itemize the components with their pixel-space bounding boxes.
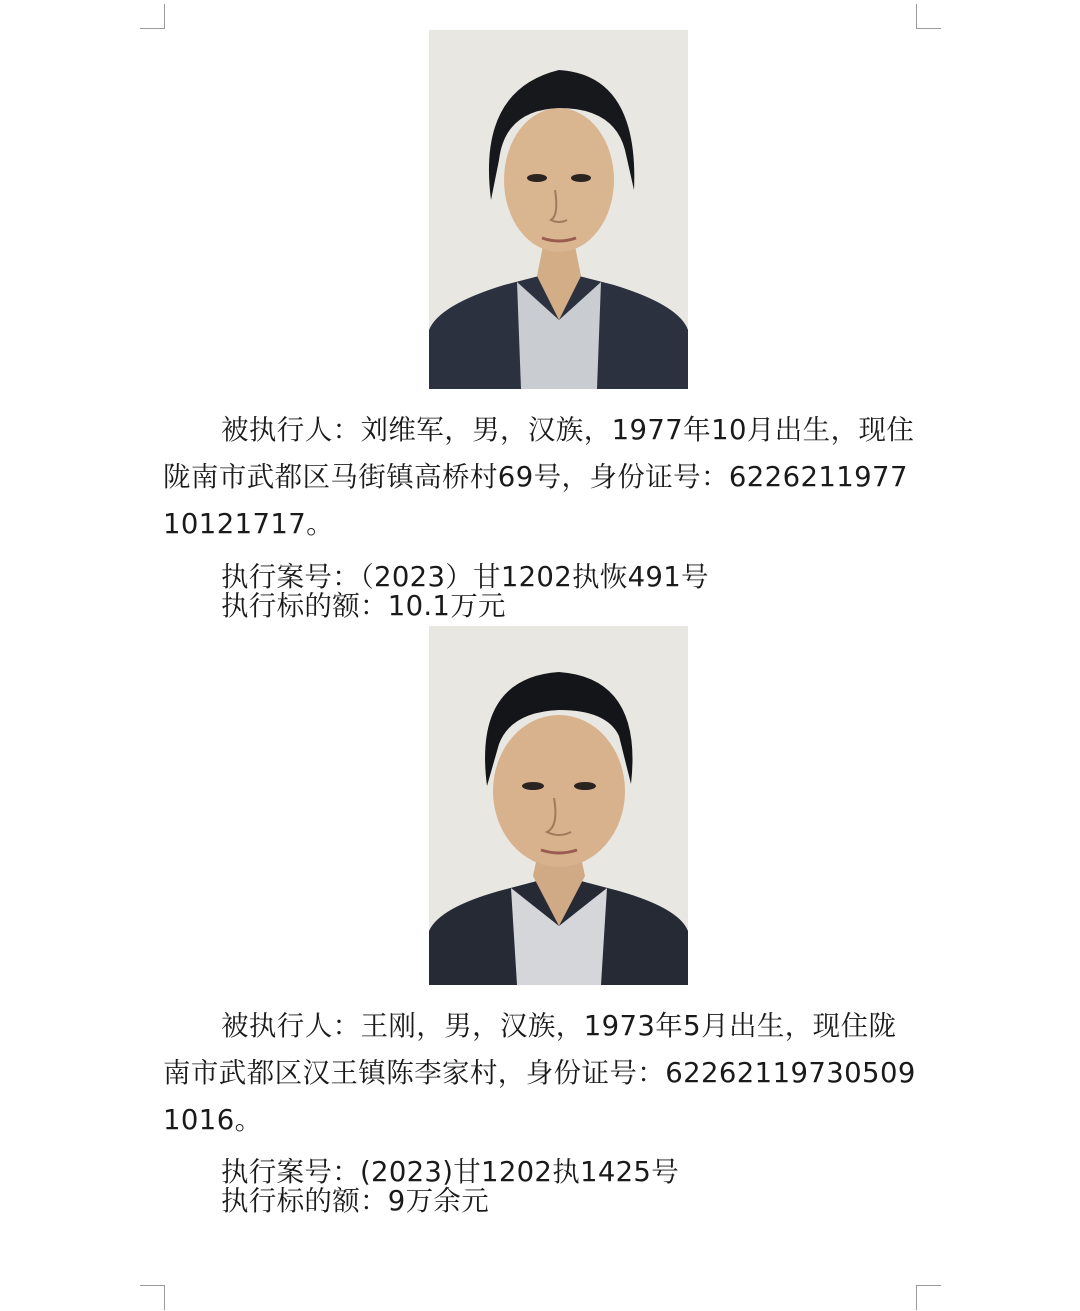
description-text: 被执行人：刘维军，男，汉族，1977年10月出生，现住陇南市武都区马街镇高桥村69号，身份证号：622621197710121717。	[163, 414, 915, 540]
execution-amount-2: 执行标的额：9万余元	[221, 1185, 489, 1217]
person-description-1	[163, 407, 923, 548]
case-number-1: 执行案号：（2023）甘1202执恢491号	[221, 561, 709, 593]
case-number-2: 执行案号：(2023)甘1202执1425号	[221, 1156, 680, 1188]
execution-amount-1: 执行标的额：10.1万元	[221, 590, 506, 622]
person-photo-1	[429, 30, 688, 389]
description-text: 被执行人：王刚，男，汉族，1973年5月出生，现住陇南市武都区汉王镇陈李家村，身份证号：622621197305091016。	[163, 1010, 916, 1136]
portrait-icon	[429, 626, 688, 985]
page-corner-mark-top-left	[140, 4, 165, 29]
portrait-icon	[429, 30, 688, 389]
person-description-2	[163, 1003, 923, 1144]
person-photo-2	[429, 626, 688, 985]
page-corner-mark-bottom-right	[916, 1285, 941, 1310]
page-corner-mark-top-right	[916, 4, 941, 29]
page-corner-mark-bottom-left	[140, 1285, 165, 1310]
